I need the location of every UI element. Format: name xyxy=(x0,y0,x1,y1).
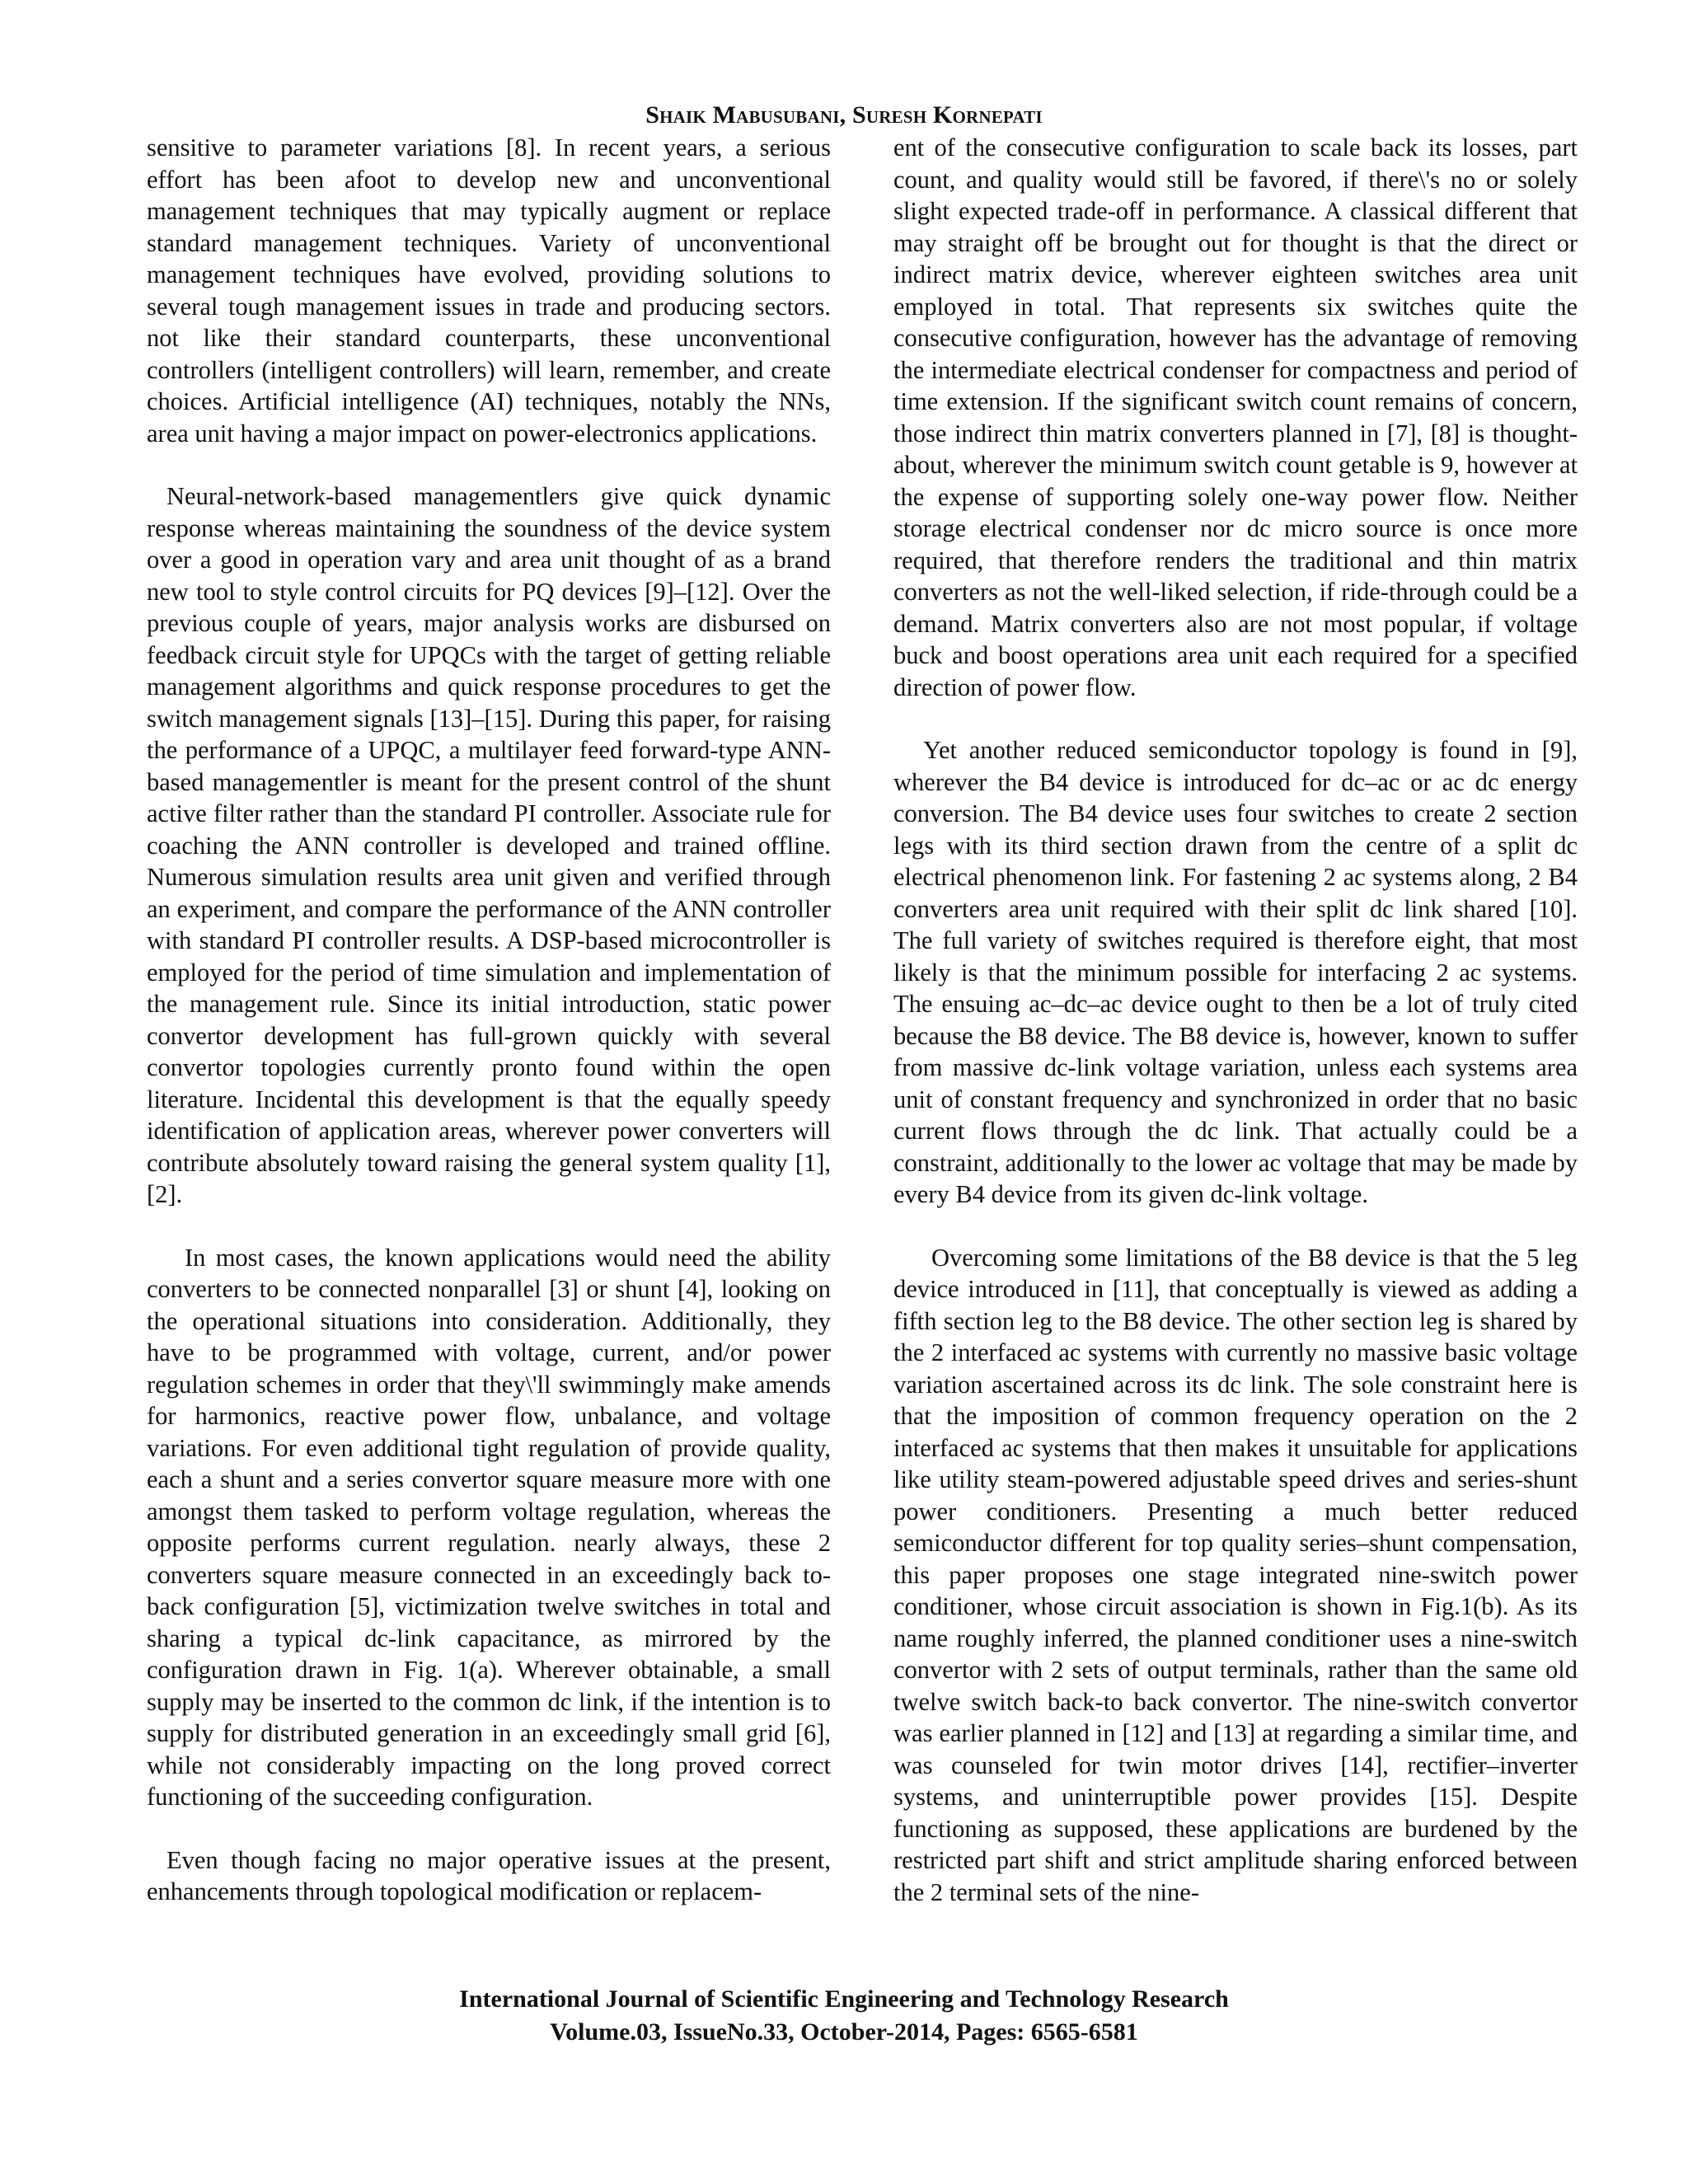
left-column xyxy=(147,132,831,1908)
right-column xyxy=(893,132,1578,1908)
left-paragraph-1: sensitive to parameter variations [8]. In recent years, a serious effort has been afoot to develop new and unconventional management techniques that may typically augment or replace standard management techniques. Variety of unconventional management techniques have evolved, providing solutions to several tough management issues in trade and producing sectors. not like their standard counterparts, these unconventional controllers (intelligent controllers) will learn, remember, and create choices. Artificial intelligence (AI) techniques, notably the NNs, area unit having a major impact on power-electronics applications. xyxy=(147,134,831,448)
running-header-authors: Shaik Mabusubani, Suresh Kornepati xyxy=(645,101,1043,129)
left-paragraph-2: Neural-network-based managementlers give quick dynamic response whereas maintaining the soundness of the device system over a good in operation vary and area unit thought of as a brand new tool to style control circuits for PQ devices [9]–[12]. Over the previous couple of years, major analysis works are disbursed on feedback circuit style for UPQCs with the target of getting reliable management algorithms and quick response procedures to get the switch management signals [13]–[15]. During this paper, for raising the performance of a UPQC, a multilayer feed forward-type ANN-based managementler is meant for the present control of the shunt active filter rather than the standard PI controller. Associate rule for coaching the ANN controller is developed and trained offline. Numerous simulation results area unit given and verified through an experiment, and compare the performance of the ANN controller with standard PI controller results. A DSP-based microcontroller is employed for the period of time simulation and implementation of the management rule. Since its initial introduction, static power convertor development has full-grown quickly with several convertor topologies currently pronto found within the open literature. Incidental this development is that the equally speedy identification of application areas, wherever power converters will contribute absolutely toward raising the general system quality [1], [2]. xyxy=(147,482,831,1208)
left-paragraph-3: In most cases, the known applications would need the ability converters to be connected nonparallel [3] or shunt [4], looking on the operational situations into consideration. Additionally, they have to be programmed with voltage, current, and/or power regulation schemes in order that they\'ll swimmingly make amends for harmonics, reactive power flow, unbalance, and voltage variations. For even additional tight regulation of provide quality, each a shunt and a series convertor square measure more with one amongst them tasked to perform voltage regulation, whereas the opposite performs current regulation. nearly always, these 2 converters square measure connected in an exceedingly back to-back configuration [5], victimization twelve switches in total and sharing a typical dc-link capacitance, as mirrored by the configuration drawn in Fig. 1(a). Wherever obtainable, a small supply may be inserted to the common dc link, if the intention is to supply for distributed generation in an exceedingly small grid [6], while not considerably impacting on the long proved correct functioning of the succeeding configuration. xyxy=(147,1243,831,1811)
left-paragraph-4: Even though facing no major operative issues at the present, enhancements through topological modification or replacem- xyxy=(147,1845,831,1905)
journal-footer xyxy=(0,1984,1688,2050)
right-paragraph-1: ent of the consecutive configuration to scale back its losses, part count, and quality would still be favored, if there\'s no or solely slight expected trade-off in performance. A classical different that may straight off be brought out for thought is that the direct or indirect matrix device, wherever eighteen switches area unit employed in total. That represents six switches quite the consecutive configuration, however has the advantage of removing the intermediate electrical condenser for compactness and period of time extension. If the significant switch count remains of concern, those indirect thin matrix converters planned in [7], [8] is thought-about, wherever the minimum switch count getable is 9, however at the expense of supporting solely one-way power flow. Neither storage electrical condenser nor dc micro source is once more required, that therefore renders the traditional and thin matrix converters as not the well-liked selection, if ride-through could be a demand. Matrix converters also are not most popular, if voltage buck and boost operations area unit each required for a specified direction of power flow. xyxy=(893,134,1578,701)
journal-title: International Journal of Scientific Engineering and Technology Research xyxy=(459,1985,1229,2013)
right-paragraph-3: Overcoming some limitations of the B8 device is that the 5 leg device introduced in [11], that conceptually is viewed as adding a fifth section leg to the B8 device. The other section leg is shared by the 2 interfaced ac systems with currently no massive basic voltage variation ascertained across its dc link. The sole constraint here is that the imposition of common frequency operation on the 2 interfaced ac systems that then makes it unsuitable for applications like utility steam-powered adjustable speed drives and series-shunt power conditioners. Presenting a much better reduced semiconductor different for top quality series–shunt compensation, this paper proposes one stage integrated nine-switch power conditioner, whose circuit association is shown in Fig.1(b). As its name roughly inferred, the planned conditioner uses a nine-switch convertor with 2 sets of output terminals, rather than the same old twelve switch back-to back convertor. The nine-switch convertor was earlier planned in [12] and [13] at regarding a similar time, and was counseled for twin motor drives [14], rectifier–inverter systems, and uninterruptible power provides [15]. Despite functioning as supposed, these applications are burdened by the restricted part shift and strict amplitude sharing enforced between the 2 terminal sets of the nine- xyxy=(893,1243,1578,1906)
right-paragraph-2: Yet another reduced semiconductor topology is found in [9], wherever the B4 device is introduced for dc–ac or ac dc energy conversion. The B4 device uses four switches to create 2 section legs with its third section drawn from the centre of a split dc electrical phenomenon link. For fastening 2 ac systems along, 2 B4 converters area unit required with their split dc link shared [10]. The full variety of switches required is therefore eight, that most likely is that the minimum possible for interfacing 2 ac systems. The ensuing ac–dc–ac device ought to then be a lot of truly cited because the B8 device. The B8 device is, however, known to suffer from massive dc-link voltage variation, unless each systems area unit of constant frequency and synchronized in order that no basic current flows through the dc link. That actually could be a constraint, additionally to the lower ac voltage that may be made by every B4 device from its given dc-link voltage. xyxy=(893,736,1578,1208)
journal-issue-info: Volume.03, IssueNo.33, October-2014, Pages: 6565-6581 xyxy=(550,2018,1138,2046)
